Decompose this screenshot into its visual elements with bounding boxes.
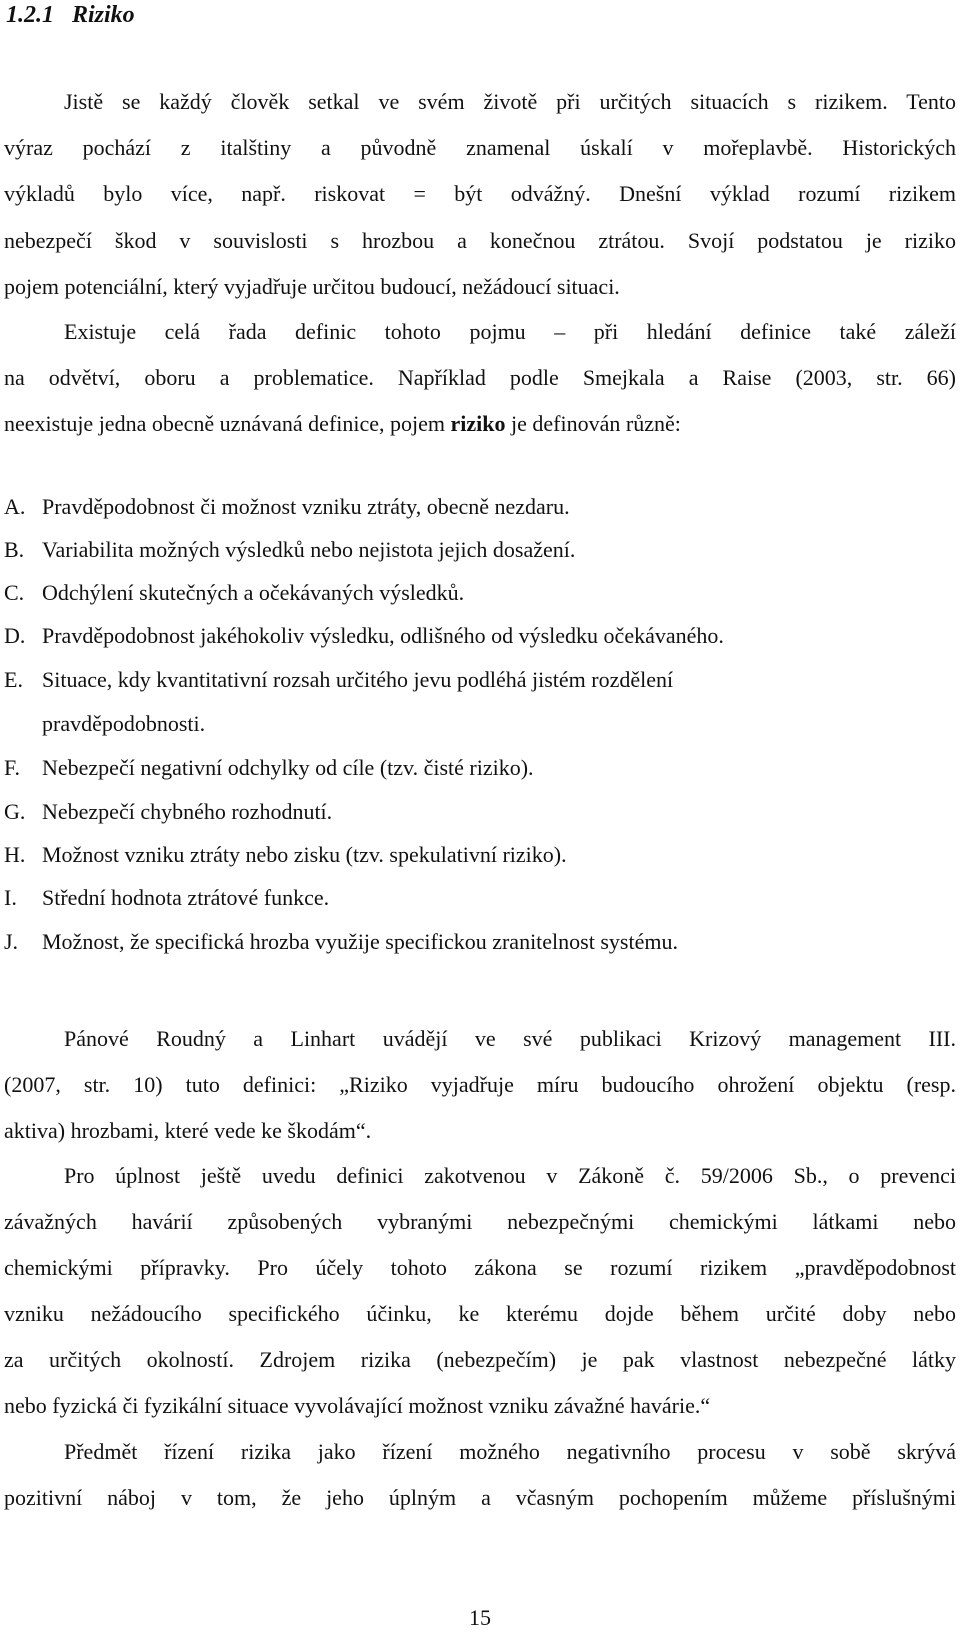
bold-term: riziko [450, 411, 506, 436]
paragraph-line: na odvětví, oboru a problematice. Například podle Smejkala a Raise (2003, str. 66) [4, 365, 956, 390]
paragraph-line: za určitých okolností. Zdrojem rizika (nebezpečím) je pak vlastnost nebezpečné látky [4, 1347, 956, 1372]
section-heading [6, 0, 135, 30]
list-text: Možnost vzniku ztráty nebo zisku (tzv. spekulativní riziko). [42, 842, 567, 867]
paragraph-line: aktiva) hrozbami, které vede ke škodám“. [4, 1118, 372, 1143]
paragraph-line: pojem potenciální, který vyjadřuje určitou budoucí, nežádoucí situaci. [4, 274, 620, 299]
section-number: 1.2.1 [6, 2, 54, 28]
paragraph-line: Pánové Roudný a Linhart uvádějí ve své publikaci Krizový management III. [64, 1026, 956, 1051]
list-text: Nebezpečí negativní odchylky od cíle (tzv. čisté riziko). [42, 755, 534, 780]
list-item [4, 841, 567, 869]
list-letter: G. [4, 799, 26, 824]
list-item [4, 579, 464, 607]
paragraph-line [4, 410, 956, 438]
list-text: Střední hodnota ztrátové funkce. [42, 885, 330, 910]
list-item [4, 928, 678, 956]
list-letter: I. [4, 885, 17, 910]
list-text: Nebezpečí chybného rozhodnutí. [42, 799, 333, 824]
list-text: Situace, kdy kvantitativní rozsah určitého jevu podléhá jistém rozdělení [42, 667, 674, 692]
paragraph-line: závažných havárií způsobených vybranými nebezpečnými chemickými látkami nebo [4, 1209, 956, 1234]
page-number: 15 [469, 1605, 491, 1630]
paragraph-line: vzniku nežádoucího specifického účinku, ke kterému dojde během určité doby nebo [4, 1301, 956, 1326]
list-item [4, 493, 570, 521]
paragraph-line: nebo fyzická či fyzikální situace vyvolávající možnost vzniku závažné havárie.“ [4, 1393, 711, 1418]
paragraph-line: Předmět řízení rizika jako řízení možného negativního procesu v sobě skrývá [64, 1439, 956, 1464]
paragraph-line: výkladů bylo více, např. riskovat = být odvážný. Dnešní výklad rozumí rizikem [4, 181, 956, 206]
paragraph-line: výraz pochází z italštiny a původně znamenal úskalí v mořeplavbě. Historických [4, 135, 956, 160]
paragraph-line: Jistě se každý člověk setkal ve svém životě při určitých situacích s rizikem. Tento [64, 89, 956, 114]
list-letter: J. [4, 929, 19, 954]
list-item [4, 536, 575, 564]
list-text: Odchýlení skutečných a očekávaných výsledků. [42, 580, 465, 605]
text-span: je definován různě: [505, 411, 681, 436]
list-item [4, 666, 673, 694]
list-text: Pravděpodobnost či možnost vzniku ztráty, obecně nezdaru. [42, 494, 570, 519]
list-text: Možnost, že specifická hrozba využije specifickou zranitelnost systému. [42, 929, 678, 954]
paragraph-line: (2007, str. 10) tuto definici: „Riziko vyjadřuje míru budoucího ohrožení objektu (resp. [4, 1072, 956, 1097]
list-letter: C. [4, 580, 25, 605]
list-item [4, 798, 332, 826]
paragraph-line: nebezpečí škod v souvislosti s hrozbou a konečnou ztrátou. Svojí podstatou je riziko [4, 228, 956, 253]
list-item-continuation: pravděpodobnosti. [42, 711, 206, 736]
text-span: neexistuje jedna obecně uznávaná definice, pojem [4, 411, 451, 436]
list-item [4, 884, 329, 912]
list-letter: B. [4, 537, 25, 562]
paragraph-line: Pro úplnost ještě uvedu definici zakotvenou v Zákoně č. 59/2006 Sb., o prevenci [64, 1163, 956, 1188]
list-letter: D. [4, 623, 26, 648]
list-letter: F. [4, 755, 20, 780]
list-letter: H. [4, 842, 26, 867]
paragraph-line: chemickými přípravky. Pro účely tohoto zákona se rozumí rizikem „pravděpodobnost [4, 1255, 956, 1280]
list-item [4, 754, 534, 782]
section-title: Riziko [72, 2, 135, 28]
paragraph-line: pozitivní náboj v tom, že jeho úplným a včasným pochopením můžeme příslušnými [4, 1485, 956, 1510]
list-letter: E. [4, 667, 23, 692]
list-text: Pravděpodobnost jakéhokoliv výsledku, odlišného od výsledku očekávaného. [42, 623, 724, 648]
list-letter: A. [4, 494, 26, 519]
paragraph-line: Existuje celá řada definic tohoto pojmu – při hledání definice také záleží [64, 319, 956, 344]
list-item [4, 622, 724, 650]
list-text: Variabilita možných výsledků nebo nejistota jejich dosažení. [42, 537, 576, 562]
